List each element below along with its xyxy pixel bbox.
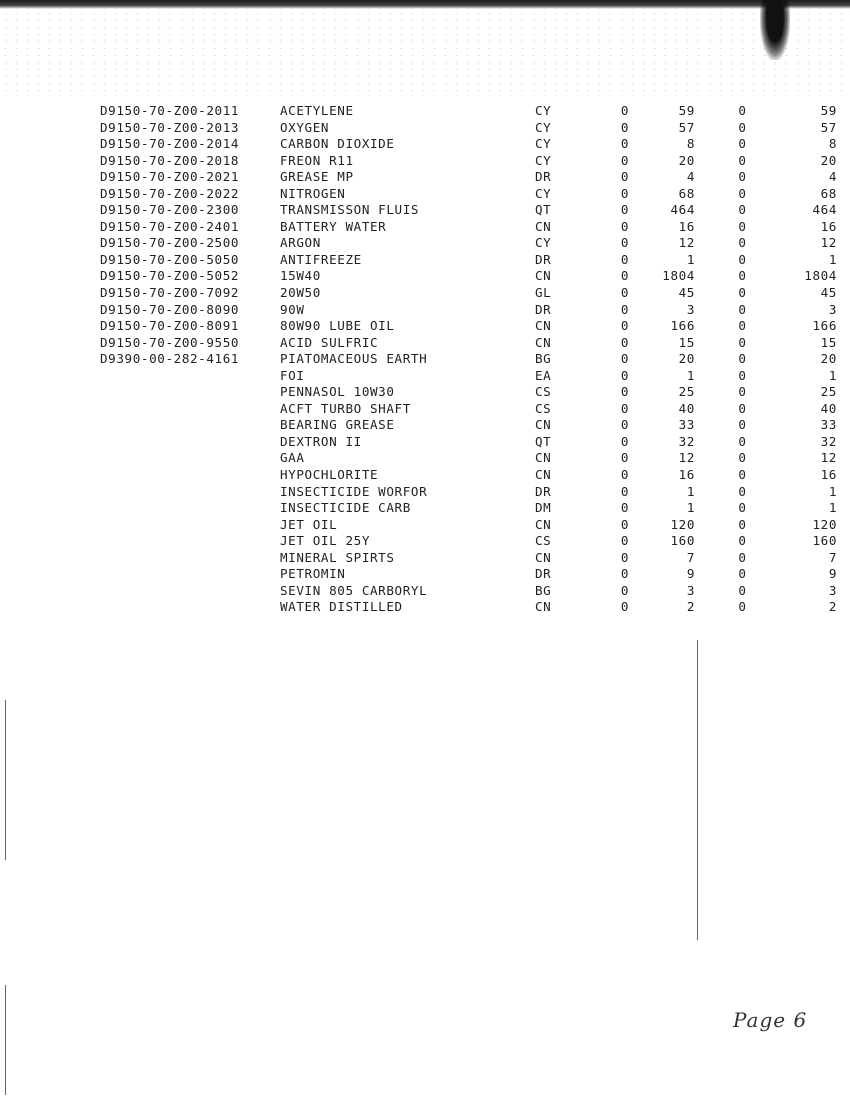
stock-number-cell: D9150-70-Z00-5052 [100, 268, 240, 284]
value-b-cell: 0 [738, 301, 747, 317]
stock-number-cell [100, 484, 280, 501]
scan-streak [697, 640, 698, 940]
stock-number-cell: D9150-70-Z00-2022 [100, 185, 240, 201]
quantity-a-cell: 8 [686, 136, 695, 152]
unit-cell: CS [535, 400, 552, 416]
value-b-cell: 0 [738, 103, 747, 118]
quantity-a-cell: 16 [678, 467, 695, 483]
quantity-b-cell: 15 [820, 334, 837, 350]
quantity-a-cell: 40 [678, 400, 695, 416]
table-row [100, 219, 837, 236]
quantity-a-cell: 12 [678, 450, 695, 466]
value-a-cell: 0 [620, 599, 630, 615]
description-cell: 15W40 [280, 268, 321, 284]
table-row [100, 169, 837, 186]
quantity-a-cell: 4 [686, 169, 695, 185]
quantity-a-cell: 1 [686, 483, 695, 499]
value-a-cell: 0 [620, 251, 630, 267]
value-b-cell: 0 [738, 450, 747, 466]
value-b-cell: 0 [738, 566, 747, 582]
value-b-cell: 0 [738, 467, 747, 483]
stock-number-cell: D9150-70-Z00-5050 [100, 251, 240, 267]
quantity-b-cell: 57 [820, 119, 837, 135]
description-cell: CARBON DIOXIDE [280, 136, 395, 152]
description-cell: SEVIN 805 CARBORYL [280, 582, 428, 598]
value-a-cell: 0 [620, 202, 630, 218]
description-cell: ACFT TURBO SHAFT [280, 400, 411, 416]
quantity-b-cell: 59 [820, 103, 837, 118]
unit-cell: DR [535, 251, 552, 267]
quantity-b-cell: 20 [820, 152, 837, 168]
table-row [100, 417, 837, 434]
unit-cell: CN [535, 318, 552, 334]
value-b-cell: 0 [738, 417, 747, 433]
value-b-cell: 0 [738, 367, 747, 383]
quantity-b-cell: 68 [820, 185, 837, 201]
stock-number-cell: D9150-70-Z00-2401 [100, 218, 240, 234]
table-row [100, 450, 837, 467]
value-a-cell: 0 [620, 500, 630, 516]
stock-number-cell: D9150-70-Z00-8090 [100, 301, 240, 317]
inventory-table [100, 103, 837, 616]
value-a-cell: 0 [620, 566, 630, 582]
table-row [100, 302, 837, 319]
description-cell: TRANSMISSON FLUIS [280, 202, 420, 218]
quantity-a-cell: 20 [678, 351, 695, 367]
quantity-b-cell: 7 [828, 549, 837, 565]
value-a-cell: 0 [620, 152, 630, 168]
value-a-cell: 0 [620, 185, 630, 201]
quantity-a-cell: 166 [670, 318, 695, 334]
value-b-cell: 0 [738, 384, 747, 400]
value-b-cell: 0 [738, 483, 747, 499]
value-a-cell: 0 [620, 268, 630, 284]
quantity-a-cell: 15 [678, 334, 695, 350]
table-row [100, 202, 837, 219]
stock-number-cell [100, 467, 280, 484]
quantity-b-cell: 120 [812, 516, 837, 532]
value-a-cell: 0 [620, 400, 630, 416]
value-a-cell: 0 [620, 417, 630, 433]
quantity-a-cell: 160 [670, 533, 695, 549]
stock-number-cell: D9150-70-Z00-2018 [100, 152, 240, 168]
unit-cell: CN [535, 218, 552, 234]
table-row [100, 335, 837, 352]
value-b-cell: 0 [738, 119, 747, 135]
description-cell: 90W [280, 301, 305, 317]
unit-cell: EA [535, 367, 552, 383]
stock-number-cell [100, 434, 280, 451]
quantity-a-cell: 7 [686, 549, 695, 565]
value-b-cell: 0 [738, 582, 747, 598]
scan-noise [0, 10, 850, 95]
unit-cell: CN [535, 549, 552, 565]
table-row [100, 103, 837, 120]
quantity-b-cell: 464 [812, 202, 837, 218]
value-a-cell: 0 [620, 119, 630, 135]
quantity-a-cell: 45 [678, 285, 695, 301]
stock-number-cell: D9150-70-Z00-2500 [100, 235, 240, 251]
scan-streak [5, 985, 6, 1095]
stock-number-cell: D9150-70-Z00-2011 [100, 103, 240, 118]
unit-cell: BG [535, 351, 552, 367]
table-row [100, 153, 837, 170]
description-cell: MINERAL SPIRTS [280, 549, 395, 565]
quantity-a-cell: 1804 [662, 268, 695, 284]
stock-number-cell: D9150-70-Z00-9550 [100, 334, 240, 350]
unit-cell: CN [535, 599, 552, 615]
stock-number-cell: D9150-70-Z00-2013 [100, 119, 240, 135]
quantity-a-cell: 2 [686, 599, 695, 615]
quantity-a-cell: 464 [670, 202, 695, 218]
stock-number-cell [100, 401, 280, 418]
stock-number-cell [100, 517, 280, 534]
unit-cell: GL [535, 285, 552, 301]
table-row [100, 318, 837, 335]
table-row [100, 235, 837, 252]
description-cell: FREON R11 [280, 152, 354, 168]
table-row [100, 252, 837, 269]
table-row [100, 401, 837, 418]
value-a-cell: 0 [620, 450, 630, 466]
scan-streak [5, 700, 6, 860]
table-row [100, 120, 837, 137]
description-cell: INSECTICIDE WORFOR [280, 483, 428, 499]
quantity-a-cell: 12 [678, 235, 695, 251]
value-b-cell: 0 [738, 400, 747, 416]
table-row [100, 368, 837, 385]
handwritten-page-number: Page 6 [733, 1008, 808, 1032]
stock-number-cell [100, 550, 280, 567]
quantity-b-cell: 33 [820, 417, 837, 433]
quantity-b-cell: 4 [828, 169, 837, 185]
value-b-cell: 0 [738, 533, 747, 549]
quantity-a-cell: 16 [678, 218, 695, 234]
table-row [100, 500, 837, 517]
quantity-a-cell: 1 [686, 500, 695, 516]
unit-cell: DR [535, 483, 552, 499]
unit-cell: DR [535, 301, 552, 317]
quantity-b-cell: 8 [828, 136, 837, 152]
quantity-b-cell: 1 [828, 483, 837, 499]
description-cell: GAA [280, 450, 305, 466]
value-a-cell: 0 [620, 367, 630, 383]
value-a-cell: 0 [620, 169, 630, 185]
value-a-cell: 0 [620, 235, 630, 251]
value-b-cell: 0 [738, 169, 747, 185]
value-a-cell: 0 [620, 318, 630, 334]
value-b-cell: 0 [738, 251, 747, 267]
value-a-cell: 0 [620, 467, 630, 483]
value-b-cell: 0 [738, 235, 747, 251]
table-row [100, 467, 837, 484]
description-cell: ACID SULFRIC [280, 334, 379, 350]
table-row [100, 566, 837, 583]
value-b-cell: 0 [738, 549, 747, 565]
stock-number-cell [100, 384, 280, 401]
unit-cell: CY [535, 235, 552, 251]
description-cell: PETROMIN [280, 566, 346, 582]
value-b-cell: 0 [738, 351, 747, 367]
description-cell: WATER DISTILLED [280, 599, 403, 615]
description-cell: JET OIL 25Y [280, 533, 371, 549]
stock-number-cell [100, 566, 280, 583]
stock-number-cell [100, 500, 280, 517]
quantity-a-cell: 1 [686, 251, 695, 267]
unit-cell: CY [535, 185, 552, 201]
quantity-b-cell: 20 [820, 351, 837, 367]
unit-cell: DR [535, 169, 552, 185]
description-cell: BEARING GREASE [280, 417, 395, 433]
value-b-cell: 0 [738, 285, 747, 301]
table-row [100, 285, 837, 302]
stock-number-cell [100, 417, 280, 434]
quantity-b-cell: 45 [820, 285, 837, 301]
quantity-b-cell: 16 [820, 218, 837, 234]
table-row [100, 533, 837, 550]
unit-cell: CN [535, 450, 552, 466]
description-cell: 80W90 LUBE OIL [280, 318, 395, 334]
unit-cell: CN [535, 334, 552, 350]
table-row [100, 599, 837, 616]
unit-cell: BG [535, 582, 552, 598]
unit-cell: CS [535, 384, 552, 400]
value-b-cell: 0 [738, 218, 747, 234]
value-a-cell: 0 [620, 103, 630, 118]
description-cell: BATTERY WATER [280, 218, 387, 234]
quantity-b-cell: 160 [812, 533, 837, 549]
quantity-b-cell: 1 [828, 500, 837, 516]
value-a-cell: 0 [620, 218, 630, 234]
unit-cell: CY [535, 136, 552, 152]
unit-cell: CN [535, 268, 552, 284]
value-b-cell: 0 [738, 202, 747, 218]
quantity-b-cell: 1804 [804, 268, 837, 284]
value-b-cell: 0 [738, 318, 747, 334]
unit-cell: CY [535, 152, 552, 168]
table-row [100, 268, 837, 285]
quantity-a-cell: 1 [686, 367, 695, 383]
quantity-b-cell: 32 [820, 433, 837, 449]
quantity-a-cell: 9 [686, 566, 695, 582]
stock-number-cell [100, 450, 280, 467]
value-b-cell: 0 [738, 599, 747, 615]
unit-cell: CN [535, 417, 552, 433]
value-a-cell: 0 [620, 301, 630, 317]
quantity-a-cell: 59 [678, 103, 695, 118]
description-cell: ACETYLENE [280, 103, 354, 118]
quantity-b-cell: 1 [828, 367, 837, 383]
quantity-b-cell: 166 [812, 318, 837, 334]
value-a-cell: 0 [620, 549, 630, 565]
description-cell: ANTIFREEZE [280, 251, 362, 267]
description-cell: 20W50 [280, 285, 321, 301]
description-cell: JET OIL [280, 516, 338, 532]
value-a-cell: 0 [620, 483, 630, 499]
unit-cell: DM [535, 500, 552, 516]
value-b-cell: 0 [738, 152, 747, 168]
value-a-cell: 0 [620, 351, 630, 367]
value-b-cell: 0 [738, 334, 747, 350]
table-row [100, 384, 837, 401]
stock-number-cell: D9150-70-Z00-7092 [100, 285, 240, 301]
quantity-a-cell: 57 [678, 119, 695, 135]
quantity-b-cell: 40 [820, 400, 837, 416]
quantity-a-cell: 33 [678, 417, 695, 433]
table-row [100, 550, 837, 567]
description-cell: FOI [280, 367, 305, 383]
inventory-table-body [100, 103, 837, 616]
quantity-b-cell: 9 [828, 566, 837, 582]
quantity-b-cell: 25 [820, 384, 837, 400]
value-b-cell: 0 [738, 136, 747, 152]
quantity-b-cell: 2 [828, 599, 837, 615]
value-a-cell: 0 [620, 533, 630, 549]
quantity-b-cell: 12 [820, 450, 837, 466]
quantity-b-cell: 12 [820, 235, 837, 251]
description-cell: ARGON [280, 235, 321, 251]
value-a-cell: 0 [620, 334, 630, 350]
value-a-cell: 0 [620, 433, 630, 449]
scan-edge-shadow [0, 0, 850, 9]
value-a-cell: 0 [620, 285, 630, 301]
quantity-a-cell: 68 [678, 185, 695, 201]
unit-cell: CY [535, 119, 552, 135]
scan-ink-blot [760, 0, 790, 60]
stock-number-cell: D9150-70-Z00-2300 [100, 202, 240, 218]
description-cell: PENNASOL 10W30 [280, 384, 395, 400]
unit-cell: CS [535, 533, 552, 549]
value-b-cell: 0 [738, 185, 747, 201]
table-row [100, 434, 837, 451]
value-a-cell: 0 [620, 516, 630, 532]
unit-cell: DR [535, 566, 552, 582]
value-b-cell: 0 [738, 516, 747, 532]
table-row [100, 351, 837, 368]
stock-number-cell: D9150-70-Z00-2014 [100, 136, 240, 152]
quantity-a-cell: 120 [670, 516, 695, 532]
quantity-a-cell: 32 [678, 433, 695, 449]
quantity-b-cell: 16 [820, 467, 837, 483]
description-cell: GREASE MP [280, 169, 354, 185]
table-row [100, 484, 837, 501]
stock-number-cell [100, 533, 280, 550]
quantity-a-cell: 3 [686, 582, 695, 598]
value-b-cell: 0 [738, 500, 747, 516]
table-row [100, 136, 837, 153]
description-cell: OXYGEN [280, 119, 330, 135]
unit-cell: CY [535, 103, 552, 118]
description-cell: NITROGEN [280, 185, 346, 201]
value-b-cell: 0 [738, 268, 747, 284]
description-cell: HYPOCHLORITE [280, 467, 379, 483]
table-row [100, 186, 837, 203]
unit-cell: QT [535, 202, 552, 218]
stock-number-cell: D9390-00-282-4161 [100, 351, 240, 367]
quantity-b-cell: 1 [828, 251, 837, 267]
value-b-cell: 0 [738, 433, 747, 449]
quantity-a-cell: 20 [678, 152, 695, 168]
description-cell: DEXTRON II [280, 433, 362, 449]
value-a-cell: 0 [620, 384, 630, 400]
description-cell: PIATOMACEOUS EARTH [280, 351, 428, 367]
unit-cell: CN [535, 516, 552, 532]
stock-number-cell: D9150-70-Z00-8091 [100, 318, 240, 334]
stock-number-cell [100, 599, 280, 616]
quantity-b-cell: 3 [828, 301, 837, 317]
value-a-cell: 0 [620, 136, 630, 152]
description-cell: INSECTICIDE CARB [280, 500, 411, 516]
stock-number-cell: D9150-70-Z00-2021 [100, 169, 240, 185]
quantity-a-cell: 25 [678, 384, 695, 400]
table-row [100, 583, 837, 600]
stock-number-cell [100, 368, 280, 385]
unit-cell: CN [535, 467, 552, 483]
stock-number-cell [100, 583, 280, 600]
value-a-cell: 0 [620, 582, 630, 598]
unit-cell: QT [535, 433, 552, 449]
table-row [100, 517, 837, 534]
quantity-a-cell: 3 [686, 301, 695, 317]
quantity-b-cell: 3 [828, 582, 837, 598]
